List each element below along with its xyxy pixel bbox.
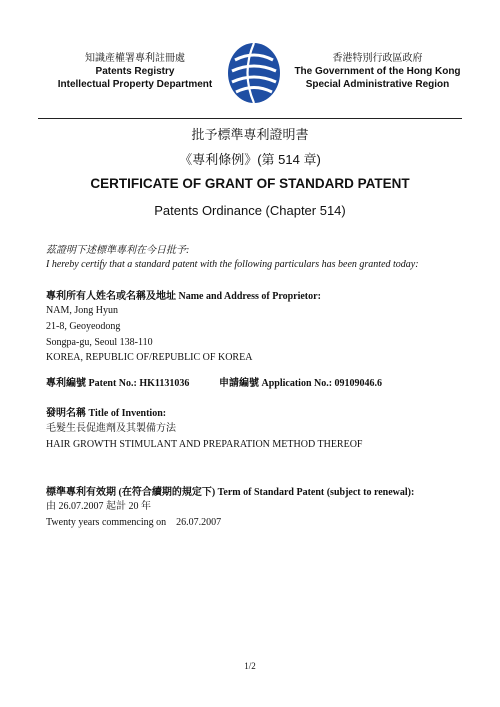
registry-name: Patents Registry xyxy=(95,66,175,77)
government-name-line1: The Government of the Hong Kong xyxy=(294,66,461,77)
invention-title-chinese: 毛髮生長促進劑及其製備方法 xyxy=(46,423,176,434)
registry-chinese-name: 知識產權署專利註冊處 xyxy=(85,53,185,64)
proprietor-address-line3: KOREA, REPUBLIC OF/REPUBLIC OF KOREA xyxy=(46,352,253,363)
government-header xyxy=(285,52,470,91)
certificate-title-chinese: 批予標準專利證明書 xyxy=(191,127,309,142)
application-number: 申請編號 Application No.: 09109046.6 xyxy=(219,378,383,389)
patent-term: Twenty years commencing on 26.07.2007 xyxy=(46,517,222,528)
ordinance-title-chinese: 《專利條例》(第 514 章) xyxy=(179,152,321,167)
proprietor-label: 專利所有人姓名或名稱及地址 Name and Address of Proprietor: xyxy=(46,291,321,302)
proprietor-address-line2: Songpa-gu, Seoul 138-110 xyxy=(46,337,153,348)
invention-title: HAIR GROWTH STIMULANT AND PREPARATION METHOD THEREOF xyxy=(46,439,363,450)
page-number: 1/2 xyxy=(244,661,256,671)
patent-term-label: 標準專利有效期 (在符合續期的規定下) Term of Standard Patent (subject to renewal): xyxy=(46,487,415,498)
government-name-line2: Special Administrative Region xyxy=(305,79,450,90)
hksar-emblem-logo-icon xyxy=(223,38,285,108)
certificate-title: CERTIFICATE OF GRANT OF STANDARD PATENT xyxy=(90,176,410,191)
department-name: Intellectual Property Department xyxy=(57,79,213,90)
proprietor-address-line1: 21-8, Geoyeodong xyxy=(46,321,121,332)
proprietor-name: NAM, Jong Hyun xyxy=(46,305,118,316)
invention-title-label: 發明名稱 Title of Invention: xyxy=(46,408,167,419)
header-divider xyxy=(38,118,462,119)
certify-statement-chinese: 茲證明下述標準專利在今日批予: xyxy=(46,245,190,256)
patent-term-chinese: 由 26.07.2007 起計 20 年 xyxy=(46,501,151,512)
patents-registry-header xyxy=(40,52,230,91)
ordinance-title: Patents Ordinance (Chapter 514) xyxy=(154,203,346,218)
government-chinese-name: 香港特別行政區政府 xyxy=(332,53,423,64)
certify-statement: I hereby certify that a standard patent with the following particulars has been granted today: xyxy=(46,259,419,270)
patent-number: 專利編號 Patent No.: HK1131036 xyxy=(46,378,190,389)
